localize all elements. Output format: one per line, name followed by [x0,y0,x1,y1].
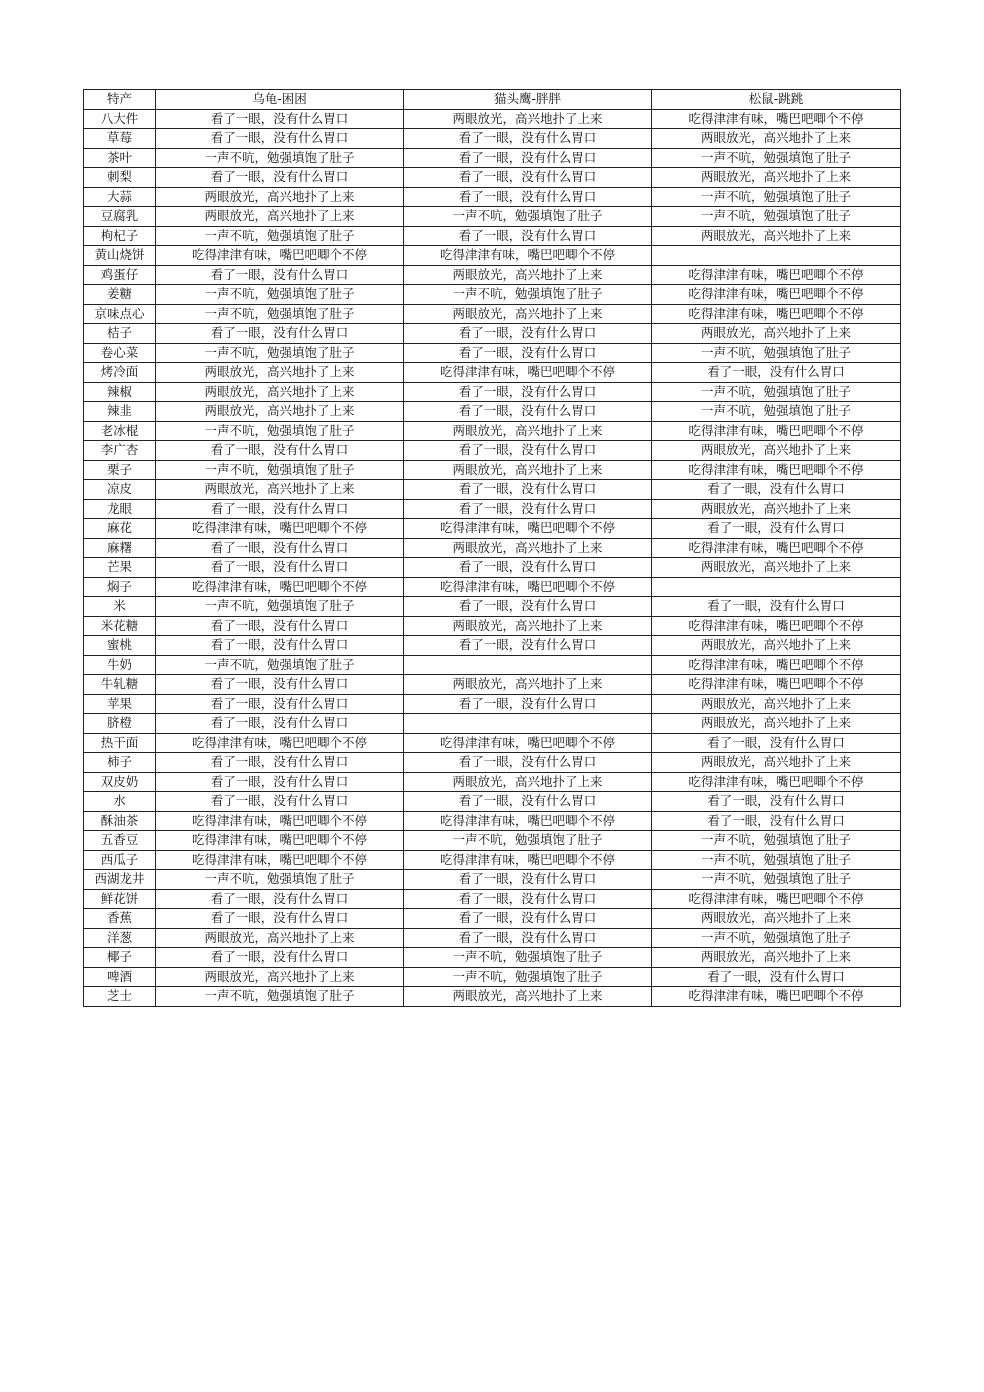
cell-specialty: 栗子 [84,460,156,480]
table-row [84,909,901,929]
cell-squirrel-reaction: 两眼放光，高兴地扑了上来 [652,324,901,344]
cell-specialty: 洋葱 [84,928,156,948]
cell-squirrel-reaction: 一声不吭，勉强填饱了肚子 [652,850,901,870]
cell-specialty: 柿子 [84,753,156,773]
cell-owl-reaction: 看了一眼，没有什么胃口 [404,148,652,168]
table-row [84,129,901,149]
table-row [84,246,901,266]
table-row [84,499,901,519]
table-row [84,558,901,578]
cell-owl-reaction: 一声不吭，勉强填饱了肚子 [404,948,652,968]
cell-squirrel-reaction: 吃得津津有味，嘴巴吧唧个不停 [652,655,901,675]
cell-turtle-reaction: 一声不吭，勉强填饱了肚子 [156,226,404,246]
cell-owl-reaction: 看了一眼，没有什么胃口 [404,441,652,461]
cell-specialty: 卷心菜 [84,343,156,363]
table-row [84,363,901,383]
cell-squirrel-reaction: 吃得津津有味，嘴巴吧唧个不停 [652,304,901,324]
cell-owl-reaction: 吃得津津有味，嘴巴吧唧个不停 [404,577,652,597]
cell-turtle-reaction: 看了一眼，没有什么胃口 [156,324,404,344]
cell-squirrel-reaction: 一声不吭，勉强填饱了肚子 [652,187,901,207]
cell-specialty: 牛奶 [84,655,156,675]
cell-owl-reaction: 看了一眼，没有什么胃口 [404,324,652,344]
cell-squirrel-reaction: 两眼放光，高兴地扑了上来 [652,714,901,734]
cell-owl-reaction: 看了一眼，没有什么胃口 [404,792,652,812]
cell-turtle-reaction: 一声不吭，勉强填饱了肚子 [156,343,404,363]
cell-squirrel-reaction: 一声不吭，勉强填饱了肚子 [652,870,901,890]
cell-specialty: 脐橙 [84,714,156,734]
cell-turtle-reaction: 看了一眼，没有什么胃口 [156,538,404,558]
cell-owl-reaction: 看了一眼，没有什么胃口 [404,499,652,519]
cell-specialty: 香蕉 [84,909,156,929]
cell-turtle-reaction: 看了一眼，没有什么胃口 [156,129,404,149]
cell-owl-reaction: 看了一眼，没有什么胃口 [404,187,652,207]
table-row [84,870,901,890]
cell-squirrel-reaction: 一声不吭，勉强填饱了肚子 [652,207,901,227]
cell-specialty: 枸杞子 [84,226,156,246]
cell-specialty: 大蒜 [84,187,156,207]
cell-specialty: 蜜桃 [84,636,156,656]
cell-squirrel-reaction: 吃得津津有味，嘴巴吧唧个不停 [652,421,901,441]
cell-specialty: 黄山烧饼 [84,246,156,266]
cell-owl-reaction: 看了一眼，没有什么胃口 [404,382,652,402]
cell-squirrel-reaction: 吃得津津有味，嘴巴吧唧个不停 [652,772,901,792]
cell-turtle-reaction: 看了一眼，没有什么胃口 [156,714,404,734]
table-row [84,402,901,422]
cell-squirrel-reaction: 看了一眼，没有什么胃口 [652,811,901,831]
cell-specialty: 椰子 [84,948,156,968]
cell-turtle-reaction: 看了一眼，没有什么胃口 [156,441,404,461]
cell-owl-reaction: 一声不吭，勉强填饱了肚子 [404,285,652,305]
cell-squirrel-reaction: 看了一眼，没有什么胃口 [652,733,901,753]
cell-turtle-reaction: 吃得津津有味，嘴巴吧唧个不停 [156,850,404,870]
cell-squirrel-reaction: 看了一眼，没有什么胃口 [652,792,901,812]
cell-squirrel-reaction: 吃得津津有味，嘴巴吧唧个不停 [652,616,901,636]
cell-specialty: 酥油茶 [84,811,156,831]
cell-specialty: 烤冷面 [84,363,156,383]
cell-squirrel-reaction [652,577,901,597]
cell-turtle-reaction: 看了一眼，没有什么胃口 [156,109,404,129]
cell-turtle-reaction: 看了一眼，没有什么胃口 [156,265,404,285]
cell-owl-reaction: 两眼放光，高兴地扑了上来 [404,675,652,695]
table-row [84,675,901,695]
table-row [84,948,901,968]
cell-turtle-reaction: 两眼放光，高兴地扑了上来 [156,402,404,422]
cell-specialty: 牛轧糖 [84,675,156,695]
cell-squirrel-reaction: 吃得津津有味，嘴巴吧唧个不停 [652,538,901,558]
cell-turtle-reaction: 吃得津津有味，嘴巴吧唧个不停 [156,831,404,851]
cell-owl-reaction: 吃得津津有味，嘴巴吧唧个不停 [404,850,652,870]
specialty-reaction-table [83,89,901,1007]
cell-squirrel-reaction: 两眼放光，高兴地扑了上来 [652,909,901,929]
cell-owl-reaction: 两眼放光，高兴地扑了上来 [404,460,652,480]
cell-specialty: 米花糖 [84,616,156,636]
cell-specialty: 辣椒 [84,382,156,402]
cell-squirrel-reaction: 看了一眼，没有什么胃口 [652,363,901,383]
cell-specialty: 辣韭 [84,402,156,422]
cell-squirrel-reaction: 吃得津津有味，嘴巴吧唧个不停 [652,460,901,480]
cell-turtle-reaction: 看了一眼，没有什么胃口 [156,792,404,812]
cell-turtle-reaction: 看了一眼，没有什么胃口 [156,675,404,695]
cell-specialty: 西湖龙井 [84,870,156,890]
cell-squirrel-reaction: 看了一眼，没有什么胃口 [652,480,901,500]
cell-squirrel-reaction: 吃得津津有味，嘴巴吧唧个不停 [652,285,901,305]
table-row [84,148,901,168]
cell-specialty: 西瓜子 [84,850,156,870]
cell-turtle-reaction: 看了一眼，没有什么胃口 [156,616,404,636]
table-row [84,753,901,773]
table-row [84,811,901,831]
table-row [84,519,901,539]
cell-turtle-reaction: 看了一眼，没有什么胃口 [156,948,404,968]
cell-specialty: 京味点心 [84,304,156,324]
cell-squirrel-reaction: 吃得津津有味，嘴巴吧唧个不停 [652,675,901,695]
table-row [84,187,901,207]
table-row [84,714,901,734]
cell-owl-reaction [404,714,652,734]
cell-squirrel-reaction: 吃得津津有味，嘴巴吧唧个不停 [652,889,901,909]
table-row [84,655,901,675]
cell-turtle-reaction: 看了一眼，没有什么胃口 [156,772,404,792]
table-row [84,109,901,129]
cell-turtle-reaction: 吃得津津有味，嘴巴吧唧个不停 [156,246,404,266]
cell-turtle-reaction: 看了一眼，没有什么胃口 [156,499,404,519]
cell-specialty: 苹果 [84,694,156,714]
cell-turtle-reaction: 两眼放光，高兴地扑了上来 [156,480,404,500]
cell-owl-reaction: 两眼放光，高兴地扑了上来 [404,421,652,441]
cell-owl-reaction: 两眼放光，高兴地扑了上来 [404,265,652,285]
cell-turtle-reaction: 看了一眼，没有什么胃口 [156,909,404,929]
cell-owl-reaction: 看了一眼，没有什么胃口 [404,402,652,422]
cell-squirrel-reaction: 一声不吭，勉强填饱了肚子 [652,148,901,168]
cell-squirrel-reaction: 两眼放光，高兴地扑了上来 [652,636,901,656]
cell-turtle-reaction: 看了一眼，没有什么胃口 [156,694,404,714]
cell-turtle-reaction: 一声不吭，勉强填饱了肚子 [156,460,404,480]
table-row [84,928,901,948]
cell-owl-reaction: 吃得津津有味，嘴巴吧唧个不停 [404,246,652,266]
cell-turtle-reaction: 看了一眼，没有什么胃口 [156,753,404,773]
table-row [84,831,901,851]
cell-owl-reaction: 两眼放光，高兴地扑了上来 [404,109,652,129]
header-squirrel: 松鼠-跳跳 [652,90,901,110]
cell-owl-reaction: 看了一眼，没有什么胃口 [404,168,652,188]
table-row [84,460,901,480]
cell-specialty: 草莓 [84,129,156,149]
cell-squirrel-reaction: 一声不吭，勉强填饱了肚子 [652,402,901,422]
cell-squirrel-reaction: 两眼放光，高兴地扑了上来 [652,753,901,773]
cell-specialty: 鸡蛋仔 [84,265,156,285]
table-row [84,616,901,636]
cell-squirrel-reaction: 两眼放光，高兴地扑了上来 [652,499,901,519]
cell-owl-reaction: 两眼放光，高兴地扑了上来 [404,538,652,558]
cell-owl-reaction: 两眼放光，高兴地扑了上来 [404,616,652,636]
cell-specialty: 焖子 [84,577,156,597]
cell-owl-reaction: 看了一眼，没有什么胃口 [404,909,652,929]
table-row [84,285,901,305]
cell-turtle-reaction: 两眼放光，高兴地扑了上来 [156,967,404,987]
cell-squirrel-reaction: 一声不吭，勉强填饱了肚子 [652,343,901,363]
table-row [84,421,901,441]
cell-squirrel-reaction: 看了一眼，没有什么胃口 [652,597,901,617]
table-row [84,987,901,1007]
table-row [84,694,901,714]
cell-squirrel-reaction: 两眼放光，高兴地扑了上来 [652,558,901,578]
cell-owl-reaction: 看了一眼，没有什么胃口 [404,480,652,500]
cell-turtle-reaction: 一声不吭，勉强填饱了肚子 [156,870,404,890]
cell-owl-reaction: 看了一眼，没有什么胃口 [404,870,652,890]
cell-squirrel-reaction: 一声不吭，勉强填饱了肚子 [652,831,901,851]
cell-squirrel-reaction: 两眼放光，高兴地扑了上来 [652,129,901,149]
table-row [84,226,901,246]
cell-turtle-reaction: 一声不吭，勉强填饱了肚子 [156,987,404,1007]
cell-squirrel-reaction: 两眼放光，高兴地扑了上来 [652,226,901,246]
cell-turtle-reaction: 吃得津津有味，嘴巴吧唧个不停 [156,519,404,539]
cell-specialty: 刺梨 [84,168,156,188]
cell-turtle-reaction: 两眼放光，高兴地扑了上来 [156,363,404,383]
cell-squirrel-reaction: 吃得津津有味，嘴巴吧唧个不停 [652,265,901,285]
cell-owl-reaction: 看了一眼，没有什么胃口 [404,636,652,656]
cell-owl-reaction: 吃得津津有味，嘴巴吧唧个不停 [404,733,652,753]
table-row [84,772,901,792]
header-specialty: 特产 [84,90,156,110]
header-turtle: 乌龟-困困 [156,90,404,110]
cell-specialty: 五香豆 [84,831,156,851]
table-row [84,577,901,597]
cell-specialty: 米 [84,597,156,617]
table-row [84,343,901,363]
cell-turtle-reaction: 一声不吭，勉强填饱了肚子 [156,421,404,441]
cell-squirrel-reaction: 吃得津津有味，嘴巴吧唧个不停 [652,109,901,129]
cell-owl-reaction: 两眼放光，高兴地扑了上来 [404,772,652,792]
cell-turtle-reaction: 看了一眼，没有什么胃口 [156,889,404,909]
cell-owl-reaction: 吃得津津有味，嘴巴吧唧个不停 [404,363,652,383]
cell-squirrel-reaction: 两眼放光，高兴地扑了上来 [652,948,901,968]
cell-specialty: 姜糖 [84,285,156,305]
cell-turtle-reaction: 一声不吭，勉强填饱了肚子 [156,148,404,168]
cell-owl-reaction: 看了一眼，没有什么胃口 [404,597,652,617]
cell-squirrel-reaction [652,246,901,266]
table-row [84,597,901,617]
table-row [84,538,901,558]
cell-specialty: 龙眼 [84,499,156,519]
cell-specialty: 啤酒 [84,967,156,987]
cell-squirrel-reaction: 看了一眼，没有什么胃口 [652,967,901,987]
cell-owl-reaction: 一声不吭，勉强填饱了肚子 [404,967,652,987]
cell-squirrel-reaction: 看了一眼，没有什么胃口 [652,519,901,539]
cell-turtle-reaction: 两眼放光，高兴地扑了上来 [156,928,404,948]
cell-squirrel-reaction: 两眼放光，高兴地扑了上来 [652,694,901,714]
cell-turtle-reaction: 一声不吭，勉强填饱了肚子 [156,285,404,305]
cell-specialty: 豆腐乳 [84,207,156,227]
cell-turtle-reaction: 一声不吭，勉强填饱了肚子 [156,304,404,324]
cell-owl-reaction: 一声不吭，勉强填饱了肚子 [404,831,652,851]
cell-squirrel-reaction: 两眼放光，高兴地扑了上来 [652,441,901,461]
cell-specialty: 麻花 [84,519,156,539]
cell-specialty: 水 [84,792,156,812]
table-row [84,480,901,500]
cell-owl-reaction: 两眼放光，高兴地扑了上来 [404,304,652,324]
table-row [84,382,901,402]
table-row [84,636,901,656]
cell-squirrel-reaction: 一声不吭，勉强填饱了肚子 [652,928,901,948]
cell-turtle-reaction: 看了一眼，没有什么胃口 [156,558,404,578]
cell-specialty: 麻糬 [84,538,156,558]
cell-turtle-reaction: 吃得津津有味，嘴巴吧唧个不停 [156,577,404,597]
cell-specialty: 鲜花饼 [84,889,156,909]
table-row [84,304,901,324]
cell-turtle-reaction: 两眼放光，高兴地扑了上来 [156,207,404,227]
cell-owl-reaction: 吃得津津有味，嘴巴吧唧个不停 [404,519,652,539]
cell-specialty: 芒果 [84,558,156,578]
cell-squirrel-reaction: 两眼放光，高兴地扑了上来 [652,168,901,188]
cell-specialty: 桔子 [84,324,156,344]
cell-owl-reaction: 两眼放光，高兴地扑了上来 [404,987,652,1007]
table-row [84,324,901,344]
cell-specialty: 芝士 [84,987,156,1007]
cell-specialty: 热干面 [84,733,156,753]
cell-specialty: 双皮奶 [84,772,156,792]
cell-turtle-reaction: 一声不吭，勉强填饱了肚子 [156,655,404,675]
cell-owl-reaction: 看了一眼，没有什么胃口 [404,558,652,578]
table-header [84,90,901,110]
cell-owl-reaction: 看了一眼，没有什么胃口 [404,226,652,246]
table-row [84,967,901,987]
cell-turtle-reaction: 看了一眼，没有什么胃口 [156,636,404,656]
table-row [84,850,901,870]
table-body [84,109,901,1006]
table-row [84,889,901,909]
cell-owl-reaction: 看了一眼，没有什么胃口 [404,343,652,363]
cell-owl-reaction: 看了一眼，没有什么胃口 [404,928,652,948]
cell-owl-reaction: 看了一眼，没有什么胃口 [404,753,652,773]
cell-turtle-reaction: 两眼放光，高兴地扑了上来 [156,382,404,402]
cell-turtle-reaction: 两眼放光，高兴地扑了上来 [156,187,404,207]
cell-turtle-reaction: 一声不吭，勉强填饱了肚子 [156,597,404,617]
cell-squirrel-reaction: 吃得津津有味，嘴巴吧唧个不停 [652,987,901,1007]
cell-specialty: 李广杏 [84,441,156,461]
cell-squirrel-reaction: 一声不吭，勉强填饱了肚子 [652,382,901,402]
cell-owl-reaction: 吃得津津有味，嘴巴吧唧个不停 [404,811,652,831]
cell-owl-reaction [404,655,652,675]
cell-specialty: 凉皮 [84,480,156,500]
table-row [84,441,901,461]
cell-specialty: 八大件 [84,109,156,129]
table-row [84,168,901,188]
header-owl: 猫头鹰-胖胖 [404,90,652,110]
table-row [84,733,901,753]
cell-turtle-reaction: 看了一眼，没有什么胃口 [156,168,404,188]
cell-turtle-reaction: 吃得津津有味，嘴巴吧唧个不停 [156,733,404,753]
header-row [84,90,901,110]
cell-owl-reaction: 看了一眼，没有什么胃口 [404,694,652,714]
table-row [84,792,901,812]
cell-specialty: 茶叶 [84,148,156,168]
table-row [84,265,901,285]
table-row [84,207,901,227]
cell-specialty: 老冰棍 [84,421,156,441]
cell-owl-reaction: 看了一眼，没有什么胃口 [404,889,652,909]
cell-turtle-reaction: 吃得津津有味，嘴巴吧唧个不停 [156,811,404,831]
cell-owl-reaction: 一声不吭，勉强填饱了肚子 [404,207,652,227]
cell-owl-reaction: 看了一眼，没有什么胃口 [404,129,652,149]
